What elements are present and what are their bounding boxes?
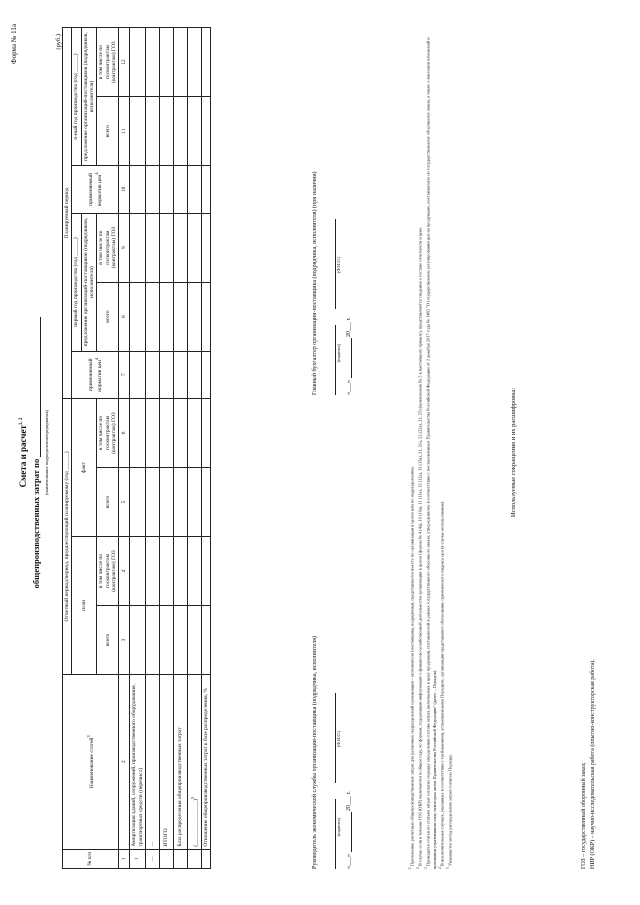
col-number-cell: 12 — [119, 28, 130, 97]
value-cell — [145, 351, 159, 398]
table-row — [159, 28, 173, 869]
col-number-cell: 1 — [119, 849, 130, 868]
header-number: № п/п — [63, 849, 119, 868]
signature-left-captions — [336, 539, 341, 869]
col-number-cell: 8 — [119, 282, 130, 351]
signature-left-name-caption: (Ф.И.О.) — [336, 730, 341, 748]
footnote — [408, 24, 416, 869]
header-supplier-proposal-2: предложение организаций-поставщиков (подрядчиков, исполнителя) — [81, 28, 97, 166]
value-cell — [201, 97, 210, 166]
value-cell — [159, 605, 173, 674]
row-label-text: (________________) — [192, 798, 199, 847]
value-cell — [130, 537, 146, 606]
value-cell — [145, 282, 159, 351]
title-superscript: 1, 2 — [19, 417, 24, 426]
table-row — [201, 28, 210, 869]
document-title — [18, 0, 28, 905]
value-cell — [201, 468, 210, 537]
signature-left-day: «___» — [346, 854, 352, 869]
signature-left-line — [328, 539, 336, 869]
title-line1: Смета и расчет — [18, 425, 28, 488]
value-cell — [159, 468, 173, 537]
value-cell — [173, 605, 187, 674]
col-number-cell: 9 — [119, 213, 130, 282]
header-nth-year: n-ный год производства (год ______) — [72, 28, 81, 166]
value-cell — [159, 351, 173, 398]
form-number: Форма № 11а — [10, 24, 18, 64]
row-number: … — [145, 849, 159, 868]
value-cell — [159, 28, 173, 97]
value-cell — [201, 537, 210, 606]
value-cell — [130, 97, 146, 166]
value-cell — [187, 213, 201, 282]
value-cell — [130, 605, 146, 674]
footnote — [416, 24, 424, 869]
row-label: ИТОГО — [159, 674, 173, 849]
table-row — [130, 28, 146, 869]
footnote — [446, 24, 454, 869]
table-row — [173, 28, 187, 869]
footnote-text: В случае если в течение ГОЗ (ОКР) включаются в общем году, по формам, содержащим информацию о финансово-хозяйственной деятельности организации в целом (формы № 4 (4а), 10 (10а), 11 (11а), 12 (12а), 13 (13а), 21, 21а, 22 (22а), 23, 25) (приложения № 5 к настоящему приказу), представляются сведения о составе отчетности и цене. — [417, 226, 423, 867]
value-cell — [173, 282, 187, 351]
value-cell — [145, 213, 159, 282]
applied-norms-2-text: применяемый норматив цен — [87, 173, 103, 207]
header-item-name-sup: 3 — [86, 735, 92, 738]
applied-norms-1-sup: 4 — [93, 357, 99, 361]
signature-left-month-line — [344, 813, 352, 853]
row-number — [187, 849, 201, 868]
value-cell — [187, 537, 201, 606]
header-reporting-period: Отчетный период/период, предшествующий планируемому (год ______) — [63, 398, 72, 674]
value-cell — [187, 468, 201, 537]
value-cell — [201, 28, 210, 97]
header-item-name — [63, 674, 119, 849]
value-cell — [130, 351, 146, 398]
header-fact-total: всего — [97, 468, 119, 537]
value-cell — [145, 398, 159, 467]
value-cell — [201, 351, 210, 398]
signature-right-sign-caption: (подпись) — [336, 343, 341, 363]
col-number-cell: 3 — [119, 605, 130, 674]
subtitle-prefix: общепроизводственных затрат по — [31, 458, 41, 589]
header-fact: факт — [72, 398, 97, 536]
signature-right — [312, 65, 352, 395]
value-cell — [130, 166, 146, 213]
row-label: Отношение общепроизводственных затрат к базе распределения, % — [201, 674, 210, 849]
value-cell — [187, 97, 201, 166]
signature-left-year: 20___ г. — [346, 791, 352, 811]
footnote-text: В исключительных случаях, указанных в соответствии с требованиями, установленными Порядком, организации представляют обоснование применяемого индекса цен (в случае использования). — [439, 500, 445, 867]
col-number-cell: 10 — [119, 166, 130, 213]
row-number — [173, 849, 187, 868]
header-applied-norms-2 — [72, 166, 119, 213]
value-cell — [145, 537, 159, 606]
footnote-marker: 1 — [408, 867, 412, 869]
row-number: 1 — [130, 849, 146, 868]
value-cell — [159, 537, 173, 606]
col-number-cell: 7 — [119, 351, 130, 398]
row-number — [201, 849, 210, 868]
column-number-row — [119, 28, 130, 869]
signature-right-captions — [336, 65, 341, 395]
signature-left-title: Руководитель экономической службы организации-поставщика (подрядчика, исполнителя) — [312, 636, 318, 869]
table-row — [187, 28, 201, 869]
header-plan: план — [72, 537, 97, 675]
table-row — [145, 28, 159, 869]
header-applied-norms-1 — [72, 351, 119, 398]
value-cell — [201, 282, 210, 351]
value-cell — [187, 398, 201, 467]
document-subtitle — [31, 0, 41, 905]
footnote-marker: 2 — [415, 867, 420, 869]
col-number-cell: 5 — [119, 468, 130, 537]
header-plan-goz: в том числе по госконтрактам (контрактам) ГОЗ — [97, 537, 119, 606]
value-cell — [201, 213, 210, 282]
value-cell — [201, 398, 210, 467]
col-number-cell: 2 — [119, 674, 130, 849]
signature-right-title: Главный бухгалтер организации-поставщика (подрядчика, исполнителя) (при наличии) — [312, 171, 318, 395]
header-first-total: всего — [97, 282, 119, 351]
footnote-text: Приложение расчетных общепроизводственных затрат для различных подразделений организации – исполнителя (поставщика, подрядчика), представляется вместе по организации в целом или по подразделениям. — [409, 466, 415, 867]
value-cell — [201, 166, 210, 213]
header-planned-period: Планируемый период — [63, 28, 72, 399]
row-label — [187, 674, 201, 849]
unit-label: (руб.) — [55, 34, 62, 50]
value-cell — [173, 97, 187, 166]
value-cell — [145, 28, 159, 97]
header-item-name-text: Наименование статей — [88, 737, 95, 789]
header-plan-total: всего — [97, 605, 119, 674]
header-first-goz: в том числе по госконтрактам (контрактам) ГОЗ — [97, 213, 119, 282]
value-cell — [187, 282, 201, 351]
value-cell — [130, 213, 146, 282]
value-cell — [187, 28, 201, 97]
value-cell — [130, 468, 146, 537]
header-supplier-proposal-1: предложение организаций-поставщиков (подрядчиков, исполнителя) — [81, 213, 97, 351]
value-cell — [145, 468, 159, 537]
value-cell — [159, 97, 173, 166]
signature-left-sign-line — [328, 799, 336, 869]
value-cell — [173, 537, 187, 606]
signature-right-name-line — [328, 220, 336, 310]
value-cell — [173, 468, 187, 537]
value-cell — [187, 605, 201, 674]
value-cell — [173, 166, 187, 213]
signature-right-sign-line — [328, 325, 336, 395]
footnote-marker: 5 — [445, 867, 450, 869]
signature-right-day: «___» — [346, 380, 352, 395]
signature-right-month-line — [344, 339, 352, 379]
signature-left-date — [344, 539, 352, 869]
signature-left-name-line — [328, 694, 336, 784]
row-label: … — [145, 674, 159, 849]
row-label: Амортизация зданий, сооружений, производственного оборудования, транспортных средств (перечисл) — [130, 674, 146, 849]
signature-left — [312, 539, 352, 869]
footnotes — [408, 24, 454, 869]
footnote-marker: 3 — [423, 867, 428, 869]
footnote — [424, 24, 438, 869]
signature-right-line — [328, 65, 336, 395]
row-label-sup: 5 — [189, 796, 195, 799]
col-number-cell: 11 — [119, 97, 130, 166]
col-number-cell: 6 — [119, 398, 130, 467]
value-cell — [173, 351, 187, 398]
value-cell — [159, 166, 173, 213]
header-nth-goz: в том числе по госконтрактам (контрактам) ГОЗ — [97, 28, 119, 97]
applied-norms-1-text: применяемый норматив цен — [87, 358, 103, 392]
row-number — [159, 849, 173, 868]
value-cell — [145, 605, 159, 674]
footnote-text: Приводятся статьи по статьям затрат согласно порядку определения состава затрат, включаемых в цену продукции, поставляемой в рамках государственного оборонного заказа, утвержденному в соответствии с постановлением Правительства Российской Федерации от 2 декабря 2017 года № 1465 "О государственном регулировании цен на продукцию, поставляемую по государственному оборонному заказу, а также о внесении изменений и признании утратившими силу некоторых актов Правительства Российской Федерации" (далее – Порядок). — [425, 37, 437, 869]
value-cell — [130, 398, 146, 467]
header-first-year: первый год производства (год ______) — [72, 213, 81, 351]
value-cell — [145, 97, 159, 166]
footnote-text: Указывается метод распределения затрат согласно Порядку. — [447, 754, 453, 867]
applied-norms-2-sup: 4 — [93, 172, 99, 175]
subtitle-fill-line — [31, 317, 41, 457]
signature-right-date — [344, 65, 352, 395]
subtitle-note: (наименование подразделения/предприятия) — [44, 409, 49, 496]
value-cell — [159, 213, 173, 282]
signature-left-sign-caption: (подпись) — [336, 817, 341, 837]
value-cell — [173, 213, 187, 282]
abbreviations-list — [580, 659, 598, 869]
row-label: База распределения общепроизводственных затрат — [173, 674, 187, 849]
abbreviation-item: НИР (ОКР) – научно-исследовательская работа (опытно-конструкторская работа). — [590, 659, 596, 869]
footnote-marker: 4 — [437, 867, 442, 869]
value-cell — [145, 166, 159, 213]
abbreviations-heading: Используемые сокращения и их расшифровка: — [510, 387, 517, 518]
signature-right-name-caption: (Ф.И.О.) — [336, 256, 341, 274]
value-cell — [187, 166, 201, 213]
value-cell — [130, 282, 146, 351]
cost-estimate-table — [62, 27, 211, 869]
header-fact-goz: в том числе по госконтрактам (контрактам) ГОЗ — [97, 398, 119, 467]
value-cell — [173, 398, 187, 467]
abbreviation-item: ГОЗ – государственный оборонный заказ; — [581, 762, 587, 869]
value-cell — [159, 282, 173, 351]
footnote — [438, 24, 446, 869]
col-number-cell: 4 — [119, 537, 130, 606]
header-nth-total: всего — [97, 97, 119, 166]
value-cell — [201, 605, 210, 674]
value-cell — [159, 398, 173, 467]
value-cell — [130, 28, 146, 97]
value-cell — [187, 351, 201, 398]
signature-right-year: 20___ г. — [346, 317, 352, 337]
value-cell — [173, 28, 187, 97]
